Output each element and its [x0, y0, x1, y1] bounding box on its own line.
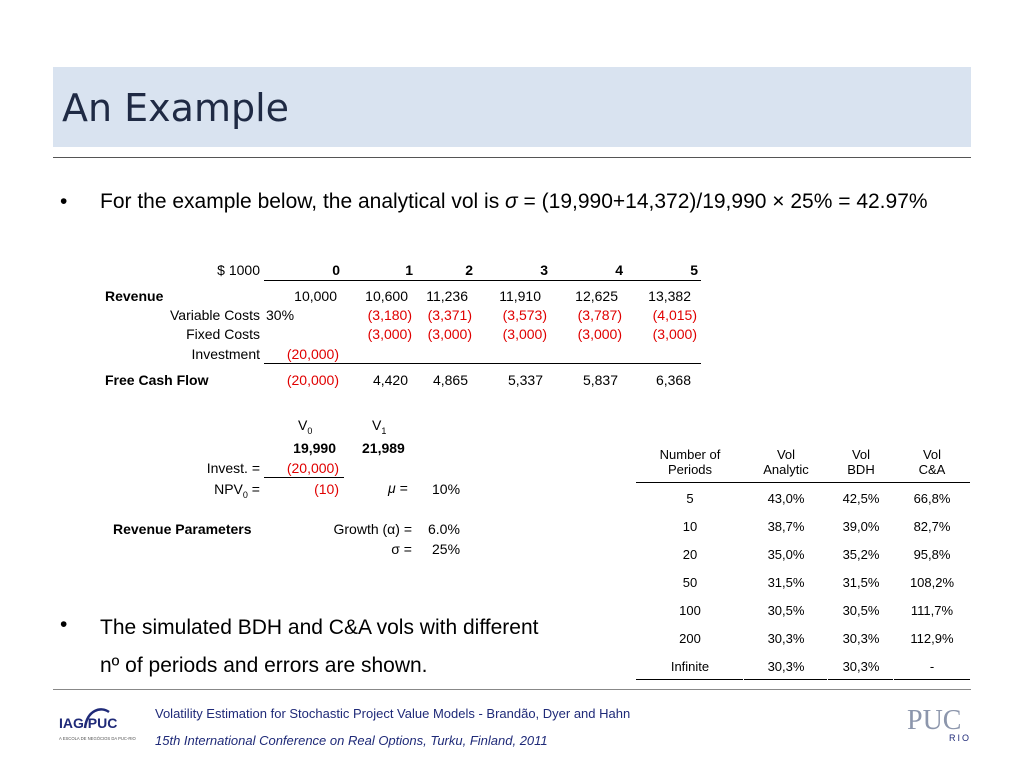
table-rule-gap	[893, 677, 894, 681]
table-cell: 30,3%	[767, 631, 805, 646]
invest-rule	[264, 477, 344, 478]
logo-right-text: PUC	[907, 705, 962, 736]
header-line: BDH	[847, 462, 875, 477]
bullet-text-line: The simulated BDH and C&A vols with different	[100, 616, 539, 639]
puc-rio-logo	[905, 703, 977, 743]
header-vol-analytic	[744, 447, 828, 477]
free-cash-flow-value: 5,337	[507, 372, 543, 388]
table-cell: 82,7%	[913, 519, 951, 534]
period-header: 5	[690, 262, 698, 278]
free-cash-flow-value: 4,865	[432, 372, 468, 388]
mu-value: 10%	[432, 481, 461, 497]
table-cell: 30,3%	[767, 659, 805, 674]
revenue-parameters-label: Revenue Parameters	[113, 521, 252, 537]
v1-symbol: V	[372, 417, 382, 433]
npv-symbol: NPV	[214, 481, 243, 497]
header-rule	[264, 280, 701, 281]
header-line: Vol	[776, 447, 796, 462]
header-number-of-periods	[636, 447, 744, 477]
fixed-costs-value: (3,000)	[367, 326, 412, 342]
table-cell: 43,0%	[767, 491, 805, 506]
free-cash-flow-value: 6,368	[655, 372, 691, 388]
table-cell: 112,9%	[910, 631, 954, 646]
revenue-value: 12,625	[575, 288, 618, 304]
variable-costs-value: (3,371)	[427, 307, 472, 323]
table-bottom-rule	[636, 679, 970, 680]
header-vol-bdh	[828, 447, 894, 477]
bullet-text	[100, 609, 660, 685]
free-cash-flow-value: 5,837	[582, 372, 618, 388]
table-cell: 50	[682, 575, 698, 590]
table-row	[636, 603, 970, 631]
bullet-simulated-vols	[60, 609, 650, 689]
table-cell: 20	[682, 547, 698, 562]
table-row	[636, 631, 970, 659]
free-cash-flow-label: Free Cash Flow	[105, 372, 209, 388]
header-line: Vol	[851, 447, 871, 462]
table-cell: 42,5%	[842, 491, 880, 506]
volatility-table-header	[636, 444, 970, 483]
table-cell: 30,5%	[767, 603, 805, 618]
variable-costs-value: (4,015)	[652, 307, 697, 323]
period-header: 1	[405, 262, 413, 278]
revenue-value: 11,910	[499, 288, 541, 304]
table-cell: 35,0%	[767, 547, 805, 562]
subtotal-rule	[264, 363, 701, 364]
bullet-text-pre: For the example below, the analytical vol is	[100, 190, 506, 213]
table-cell: 66,8%	[913, 491, 951, 506]
table-cell: 30,3%	[842, 659, 880, 674]
fixed-costs-value: (3,000)	[652, 326, 697, 342]
bullet-dot: •	[60, 190, 68, 213]
variable-costs-value: (3,787)	[577, 307, 622, 323]
v0-header	[298, 417, 312, 436]
table-cell: -	[929, 659, 935, 674]
table-rule-gap	[743, 677, 744, 681]
sigma-value: 25%	[432, 541, 461, 557]
table-cell: 38,7%	[767, 519, 805, 534]
footer-rule	[53, 689, 971, 690]
period-header: 2	[465, 262, 473, 278]
mu-label: μ =	[388, 480, 408, 496]
table-cell: 95,8%	[913, 547, 951, 562]
fixed-costs-value: (3,000)	[502, 326, 547, 342]
sigma-label: σ =	[391, 541, 412, 557]
unit-label: $ 1000	[217, 262, 260, 278]
table-cell: 35,2%	[842, 547, 880, 562]
header-line: C&A	[918, 462, 946, 477]
investment-value: (20,000)	[286, 346, 339, 362]
bullet-analytical-vol	[60, 186, 960, 256]
slide-title: An Example	[62, 86, 290, 130]
iag-puc-logo	[57, 700, 137, 746]
variable-costs-value: (3,180)	[367, 307, 412, 323]
logo-left-sub: A ESCOLA DE NEGÓCIOS DA PUC-RIO	[59, 736, 136, 741]
free-cash-flow-value: 4,420	[372, 372, 408, 388]
revenue-value: 10,000	[294, 288, 337, 304]
growth-label: Growth (α) =	[333, 521, 412, 537]
header-line: Vol	[922, 447, 942, 462]
bullet-text-post: = (19,990+14,372)/19,990 × 25% = 42.97%	[517, 190, 928, 213]
investment-label: Investment	[191, 346, 260, 362]
table-cell: 111,7%	[910, 603, 954, 618]
growth-value: 6.0%	[428, 521, 460, 537]
table-cell: 30,5%	[842, 603, 880, 618]
table-cell: 39,0%	[842, 519, 880, 534]
table-row	[636, 575, 970, 603]
fixed-costs-label: Fixed Costs	[186, 326, 260, 342]
period-header: 0	[332, 262, 340, 278]
table-row	[636, 547, 970, 575]
header-vol-ca	[894, 447, 970, 477]
bullet-text-line: nº of periods and errors are shown.	[100, 654, 428, 677]
footer-citation: Volatility Estimation for Stochastic Project Value Models - Brandão, Dyer and Hahn	[155, 706, 631, 721]
bullet-dot: •	[60, 613, 68, 636]
table-cell: 31,5%	[842, 575, 880, 590]
v1-value: 21,989	[362, 440, 405, 456]
revenue-value: 10,600	[365, 288, 408, 304]
v1-header	[372, 417, 386, 436]
table-cell: 30,3%	[842, 631, 880, 646]
bullet-text	[100, 186, 960, 218]
npv-equals: =	[247, 481, 260, 497]
variable-costs-rate: 30%	[266, 307, 295, 323]
period-header: 4	[615, 262, 623, 278]
table-cell: Infinite	[670, 659, 710, 674]
revenue-value: 11,236	[426, 288, 468, 304]
invest-value: (20,000)	[286, 460, 339, 476]
fixed-costs-value: (3,000)	[577, 326, 622, 342]
table-row	[636, 491, 970, 519]
npv-label	[160, 481, 260, 500]
table-row	[636, 519, 970, 547]
table-cell: 10	[682, 519, 698, 534]
logo-right-sub: RIO	[949, 733, 972, 743]
header-line: Analytic	[763, 462, 809, 477]
sigma-symbol: σ	[505, 190, 518, 213]
table-cell: 200	[679, 631, 701, 646]
npv-value: (10)	[314, 481, 339, 497]
table-cell: 31,5%	[767, 575, 805, 590]
v0-subscript: 0	[307, 425, 313, 436]
header-line: Periods	[667, 462, 713, 477]
table-cell: 100	[679, 603, 701, 618]
revenue-label: Revenue	[105, 288, 164, 304]
v0-symbol: V	[298, 417, 308, 433]
header-line: Number of	[659, 447, 721, 462]
logo-left-text: IAG PUC	[59, 715, 118, 731]
table-cell: 108,2%	[909, 575, 955, 590]
variable-costs-value: (3,573)	[502, 307, 547, 323]
table-rule-gap	[827, 677, 828, 681]
table-cell: 5	[686, 491, 694, 506]
variable-costs-label: Variable Costs	[169, 307, 260, 323]
revenue-value: 13,382	[648, 288, 691, 304]
footer-conference: 15th International Conference on Real Options, Turku, Finland, 2011	[155, 733, 548, 748]
fixed-costs-value: (3,000)	[427, 326, 472, 342]
invest-label: Invest. =	[206, 460, 260, 476]
title-rule	[53, 157, 971, 158]
npv-subscript: 0	[242, 489, 248, 500]
free-cash-flow-value: (20,000)	[286, 372, 339, 388]
period-header: 3	[540, 262, 548, 278]
v0-value: 19,990	[293, 440, 336, 456]
v1-subscript: 1	[381, 425, 387, 436]
table-row	[636, 659, 970, 687]
